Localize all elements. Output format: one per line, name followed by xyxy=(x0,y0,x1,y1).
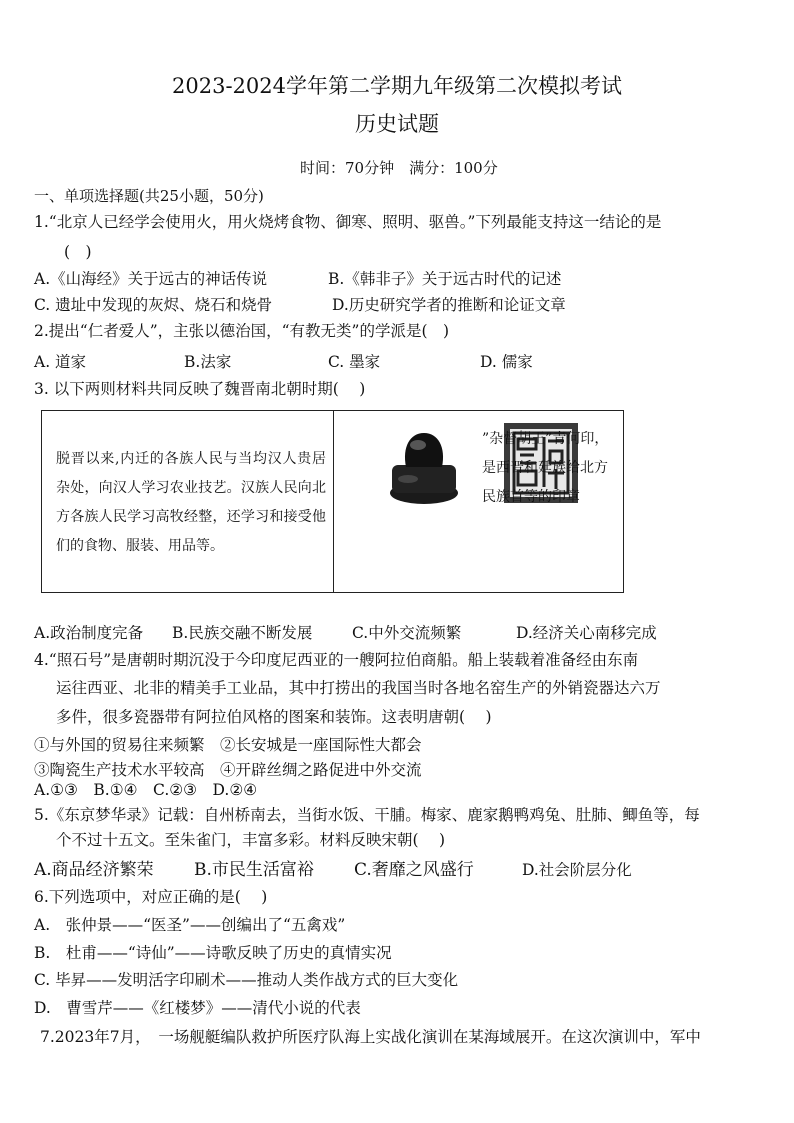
exam-meta: 时间：70分钟 满分：100分 xyxy=(300,159,498,177)
q2-stem: 2.提出“仁者爱人”，主张以德治国，“有教无类”的学派是( ) xyxy=(34,322,450,340)
q5-option-d: D.社会阶层分化 xyxy=(522,861,632,879)
q3-option-c: C.中外交流频繁 xyxy=(352,624,462,642)
bronze-seal-icon xyxy=(388,427,460,505)
q1-option-b: B.《韩非子》关于远古时代的记述 xyxy=(328,270,562,288)
q3-option-d: D.经济关心南移完成 xyxy=(516,624,657,642)
exam-subject: 历史试题 xyxy=(355,112,439,136)
q1-paren: ( ) xyxy=(64,243,92,261)
q4-item-line-2: ③陶瓷生产技术水平较高 ④开辟丝绸之路促进中外交流 xyxy=(34,761,422,779)
q6-option-a: A. 张仲景——“医圣”——创编出了“五禽戏” xyxy=(34,916,346,934)
q6-option-c: C. 毕昇——发明活字印刷术——推动人类作战方式的巨大变化 xyxy=(34,971,459,989)
q4-options: A.①③ B.①④ C.②③ D.②④ xyxy=(34,781,258,799)
q2-option-c: C. 墨家 xyxy=(328,353,381,371)
q1-option-a: A.《山海经》关于远古的神话传说 xyxy=(34,270,268,288)
q6-option-b: B. 杜甫——“诗仙”——诗歌反映了历史的真情实况 xyxy=(34,944,392,962)
q1-option-c: C. 遗址中发现的灰烬、烧石和烧骨 xyxy=(34,296,273,314)
q5-line-1: 5.《东京梦华录》记载：自州桥南去，当街水饭、干脯。梅家、鹿家鹅鸭鸡兔、肚肺、鲫鱼等，每 xyxy=(34,806,700,824)
q3-stem: 3. 以下两则材料共同反映了魏晋南北朝时期( ) xyxy=(34,380,366,398)
q4-item-line-1: ①与外国的贸易往来频繁 ②长安城是一座国际性大都会 xyxy=(34,736,422,754)
material-caption: ”杂督胡王”青何印，是西晋和廷族给北方民族首等的印章 xyxy=(482,431,609,505)
q3-option-a: A.政治制度完备 xyxy=(34,624,144,642)
q2-option-a: A. 道家 xyxy=(34,353,87,371)
q3-material-table xyxy=(41,410,624,593)
q4-line-2: 运往西亚、北非的精美手工业品，其中打捞出的我国当时各地名窑生产的外销瓷器达六万 xyxy=(56,679,661,697)
q1-stem: 1.“北京人已经学会使用火，用火烧烤食物、御寒、照明、驱兽。”下列最能支持这一结论的是 xyxy=(34,213,662,231)
q1-option-d: D.历史研究学者的推断和论证文章 xyxy=(332,296,566,314)
q5-option-c: C.奢靡之风盛行 xyxy=(354,860,474,880)
q2-option-b: B.法家 xyxy=(184,353,232,371)
material-text: 脱晋以来,内迁的各族人民与当均汉人贵居杂处，向汉人学习农业技艺。汉族人民向北方各族人民学习高牧经整，还学习和接受他们的食物、服装、用品等。 xyxy=(56,451,326,554)
q6-option-d: D. 曹雪芹——《红楼梦》——清代小说的代表 xyxy=(34,999,361,1017)
q5-line-2: 个不过十五文。至朱雀门，丰富多彩。材料反映宋朝( ) xyxy=(56,831,446,849)
q3-option-b: B.民族交融不断发展 xyxy=(172,624,313,642)
material-divider xyxy=(333,411,334,592)
exam-title: 2023-2024学年第二学期九年级第二次模拟考试 xyxy=(172,74,622,98)
section-heading: 一、单项选择题(共25小题，50分) xyxy=(34,187,264,205)
q5-option-a: A.商品经济繁荣 xyxy=(34,860,154,880)
q4-line-1: 4.“照石号”是唐朝时期沉没于今印度尼西亚的一艘阿拉伯商船。船上装载着准备经由东南 xyxy=(34,651,639,669)
q2-option-d: D. 儒家 xyxy=(480,353,533,371)
q7-line-1: 7.2023年7月， 一场舰艇编队救护所医疗队海上实战化演训在某海域展开。在这次演训中，军中 xyxy=(40,1028,701,1046)
q5-option-b: B.市民生活富裕 xyxy=(194,860,314,880)
q6-stem: 6.下列选项中，对应正确的是( ) xyxy=(34,888,268,906)
q4-line-3: 多件，很多瓷器带有阿拉伯风格的图案和装饰。这表明唐朝( ) xyxy=(56,708,492,726)
